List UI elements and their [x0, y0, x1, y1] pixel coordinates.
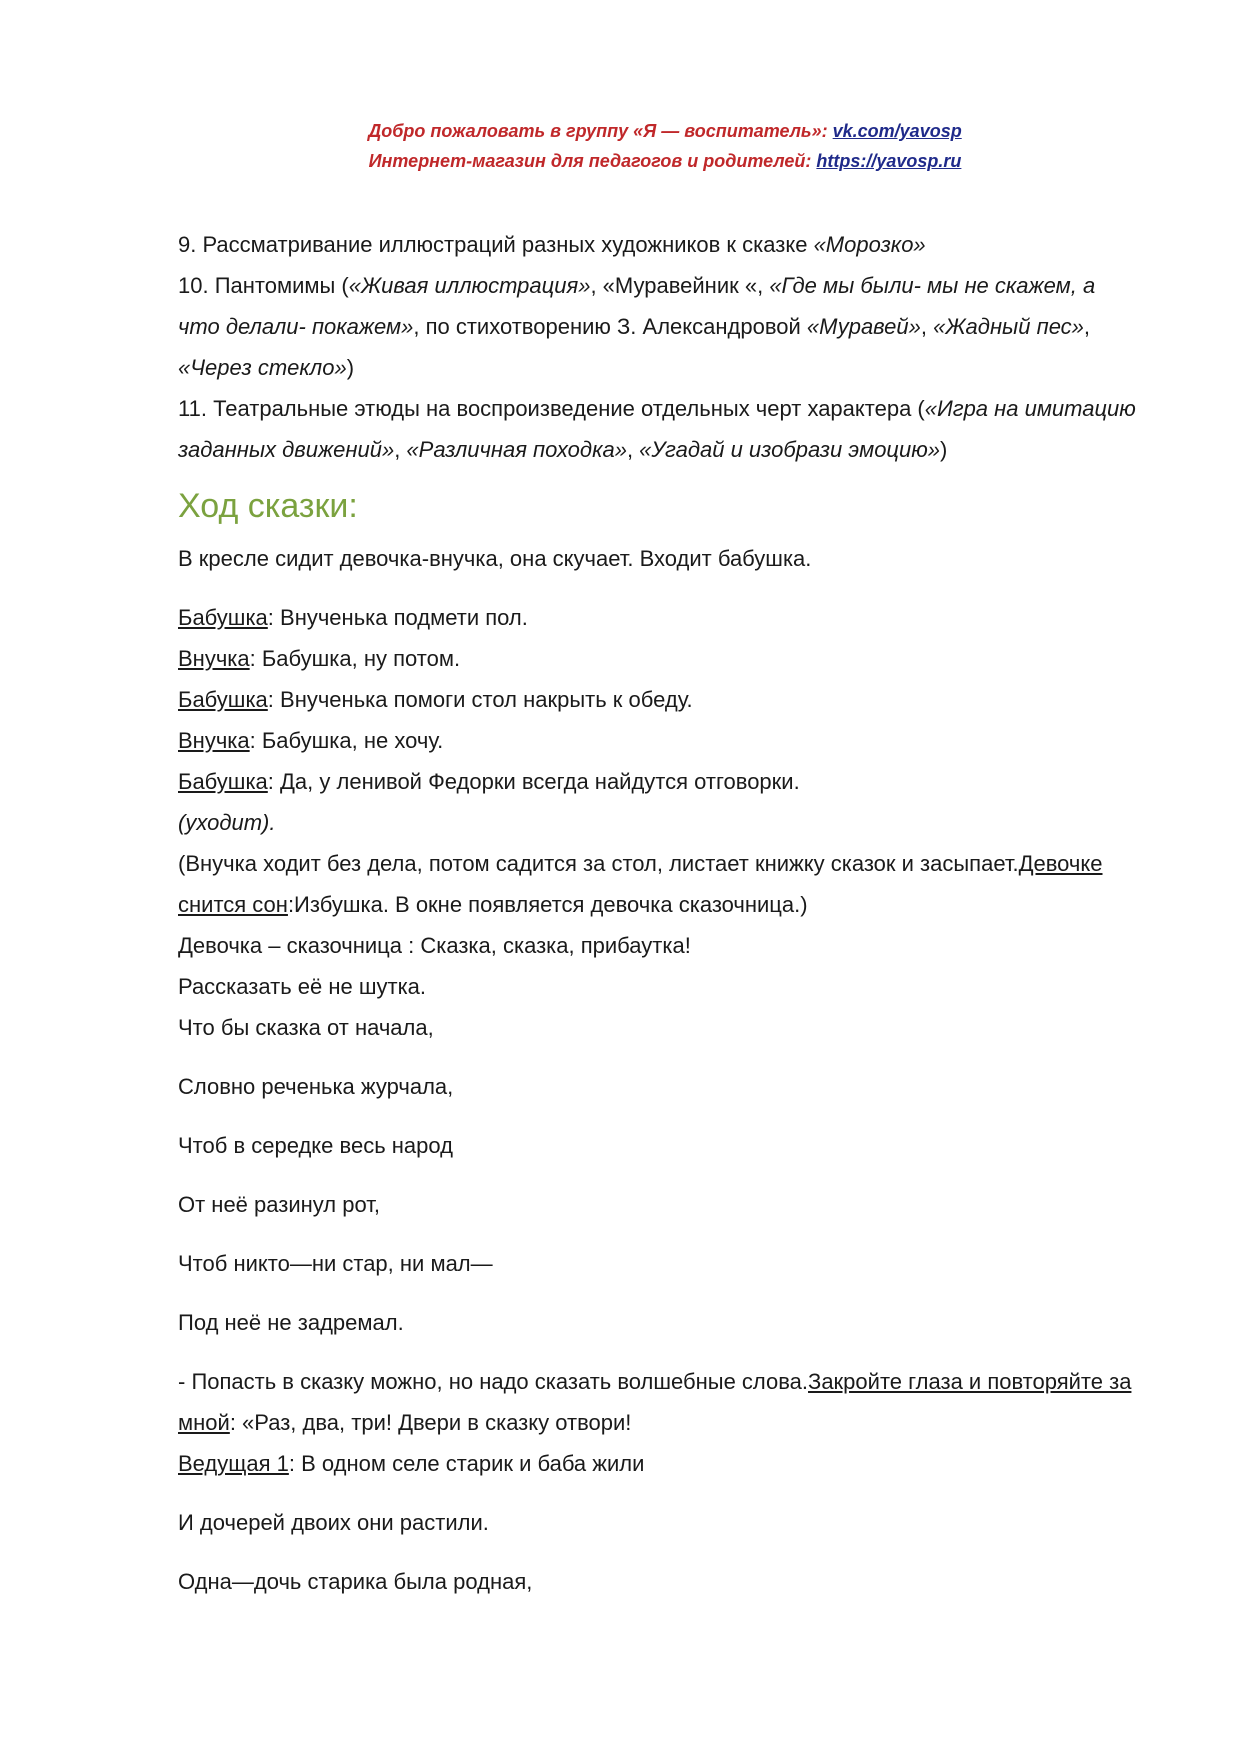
dialog-line-1: Бабушка: Внученька подмети пол.	[178, 605, 528, 630]
shop-link[interactable]: https://yavosp.ru	[816, 151, 962, 171]
vk-link[interactable]: vk.com/yavosp	[832, 121, 962, 141]
document-body	[178, 224, 1138, 1602]
header-line-2	[0, 146, 1240, 176]
storyteller-line: Девочка – сказочница : Сказка, сказка, прибаутка!	[178, 933, 691, 958]
section-heading: Ход сказки:	[178, 487, 358, 525]
stage-direction-exit: (уходит).	[178, 810, 276, 835]
magic-words: - Попасть в сказку можно, но надо сказать волшебные слова.Закройте глаза и повторяйте за мной: «Раз, два, три! Двери в сказку отвори!	[178, 1369, 1132, 1435]
intro-paragraph: В кресле сидит девочка-внучка, она скучает. Входит бабушка.	[178, 546, 812, 571]
verse-line: Чтоб в середке весь народ	[178, 1133, 453, 1158]
verse-line: Одна—дочь старика была родная,	[178, 1569, 533, 1594]
verse-line: Что бы сказка от начала,	[178, 1015, 434, 1040]
verse-line: От неё разинул рот,	[178, 1192, 380, 1217]
dialog-line-4: Внучка: Бабушка, не хочу.	[178, 728, 444, 753]
stage-direction: (Внучка ходит без дела, потом садится за стол, листает книжку сказок и засыпает.Девочке снится сон:Избушка. В окне появляется девочка сказочница.)	[178, 851, 1103, 917]
verse-line: Под неё не задремал.	[178, 1310, 404, 1335]
speaker-grandma: Бабушка	[178, 687, 268, 712]
speaker-granddaughter: Внучка	[178, 646, 250, 671]
dialog-line-2: Внучка: Бабушка, ну потом.	[178, 646, 461, 671]
header-text-2: Интернет-магазин для педагогов и родителей:	[368, 151, 817, 171]
speaker-host: Ведущая 1	[178, 1451, 289, 1476]
speaker-grandma: Бабушка	[178, 605, 268, 630]
verse-line: Рассказать её не шутка.	[178, 974, 427, 999]
list-item-10: 10. Пантомимы («Живая иллюстрация», «Муравейник «, «Где мы были- мы не скажем, а что делали- покажем», по стихотворению З. Александровой «Муравей», «Жадный пес», «Через стекло»)	[178, 273, 1096, 380]
dialog-line-5: Бабушка: Да, у ленивой Федорки всегда найдутся отговорки.	[178, 769, 800, 794]
list-item-9: 9. Рассматривание иллюстраций разных художников к сказке «Морозко»	[178, 232, 926, 257]
speaker-grandma: Бабушка	[178, 769, 268, 794]
dialog-line-3: Бабушка: Внученька помоги стол накрыть к обеду.	[178, 687, 693, 712]
verse-line: Словно реченька журчала,	[178, 1074, 454, 1099]
header-line-1	[0, 116, 1240, 146]
page-header	[0, 116, 1240, 176]
list-item-11: 11. Театральные этюды на воспроизведение отдельных черт характера («Игра на имитацию заданных движений», «Различная походка», «Угадай и изобрази эмоцию»)	[178, 396, 1136, 462]
header-text-1: Добро пожаловать в группу «Я — воспитатель»:	[368, 121, 833, 141]
verse-line: И дочерей двоих они растили.	[178, 1510, 489, 1535]
host-line: Ведущая 1: В одном селе старик и баба жили	[178, 1451, 645, 1476]
verse-line: Чтоб никто—ни стар, ни мал—	[178, 1251, 493, 1276]
speaker-granddaughter: Внучка	[178, 728, 250, 753]
